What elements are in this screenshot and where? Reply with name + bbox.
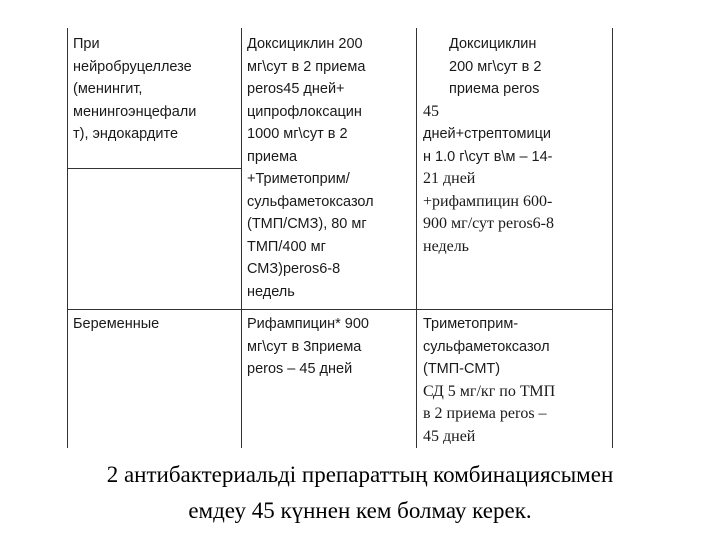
cell-line: +Триметоприм/	[247, 171, 350, 187]
cell-line: сульфаметоксазол	[247, 193, 374, 210]
cell-line: Доксициклин	[449, 36, 537, 52]
table-cell-group-2	[73, 313, 237, 336]
table-divider-2	[416, 28, 417, 448]
cell-line: дней+стрептомици	[423, 126, 551, 142]
cell-line: Доксициклин 200	[247, 36, 363, 52]
cell-line: ципрофлоксацин	[247, 103, 362, 120]
cell-line: (менингит,	[73, 81, 143, 97]
cell-line: peros45 дней+	[247, 81, 345, 97]
table-border-right	[612, 28, 613, 448]
cell-line: мг\сут в 2 приема	[247, 58, 366, 75]
cell-line: в 2 приема peros –	[423, 405, 547, 422]
cell-line: Беременные	[73, 316, 160, 332]
table-divider-1	[241, 28, 242, 448]
cell-line: peros – 45 дней	[247, 361, 353, 377]
cell-line: приема peros	[449, 81, 540, 97]
table-cell-regimen-1	[247, 33, 411, 303]
cell-line: менингоэнцефали	[73, 103, 197, 120]
cell-line: 1000 мг\сут в 2	[247, 126, 348, 142]
table-cell-regimen-2	[423, 33, 607, 258]
row-separator	[67, 309, 612, 310]
cell-line: 200 мг\сут в 2	[449, 58, 542, 75]
cell-line: 900 мг/сут peros6-8	[423, 215, 554, 232]
cell-line: приема	[247, 148, 298, 165]
caption-line-1: 2 антибактериальді препараттың комбинациясымен	[106, 462, 614, 487]
cell-line: т), эндокардите	[73, 126, 179, 142]
cell-line: (ТМП/СМЗ), 80 мг	[247, 216, 367, 232]
cell-line: (ТМП-СМТ)	[423, 361, 501, 377]
cell-line: н 1.0 г\сут в\м – 14-	[423, 148, 553, 165]
table-border-left	[67, 28, 68, 448]
cell-line: 45	[423, 102, 439, 120]
cell-line: СД 5 мг/кг по ТМП	[423, 382, 556, 400]
row-separator-left	[67, 168, 241, 169]
cell-line: недель	[423, 237, 469, 255]
cell-line: сульфаметоксазол	[423, 338, 550, 355]
caption-line-2: емдеу 45 күннен кем болмау керек.	[188, 498, 532, 523]
treatment-table	[67, 28, 612, 448]
cell-line: нейробруцеллезе	[73, 58, 192, 75]
cell-line: 45 дней	[423, 427, 476, 445]
cell-line: ТМП/400 мг	[247, 238, 326, 255]
table-cell-regimen-4	[423, 313, 607, 448]
cell-line: 21 дней	[423, 170, 476, 187]
cell-line: СМЗ)peros6-8	[247, 261, 341, 277]
cell-line: Рифампицин* 900	[247, 316, 369, 332]
cell-line: Триметоприм-	[423, 316, 519, 332]
cell-line: +рифампицин 600-	[423, 192, 553, 210]
table-cell-regimen-3	[247, 313, 411, 381]
cell-line: При	[73, 36, 100, 52]
cell-line: мг\сут в 3приема	[247, 338, 362, 355]
cell-line: недель	[247, 283, 295, 300]
table-cell-group-1	[73, 33, 237, 146]
